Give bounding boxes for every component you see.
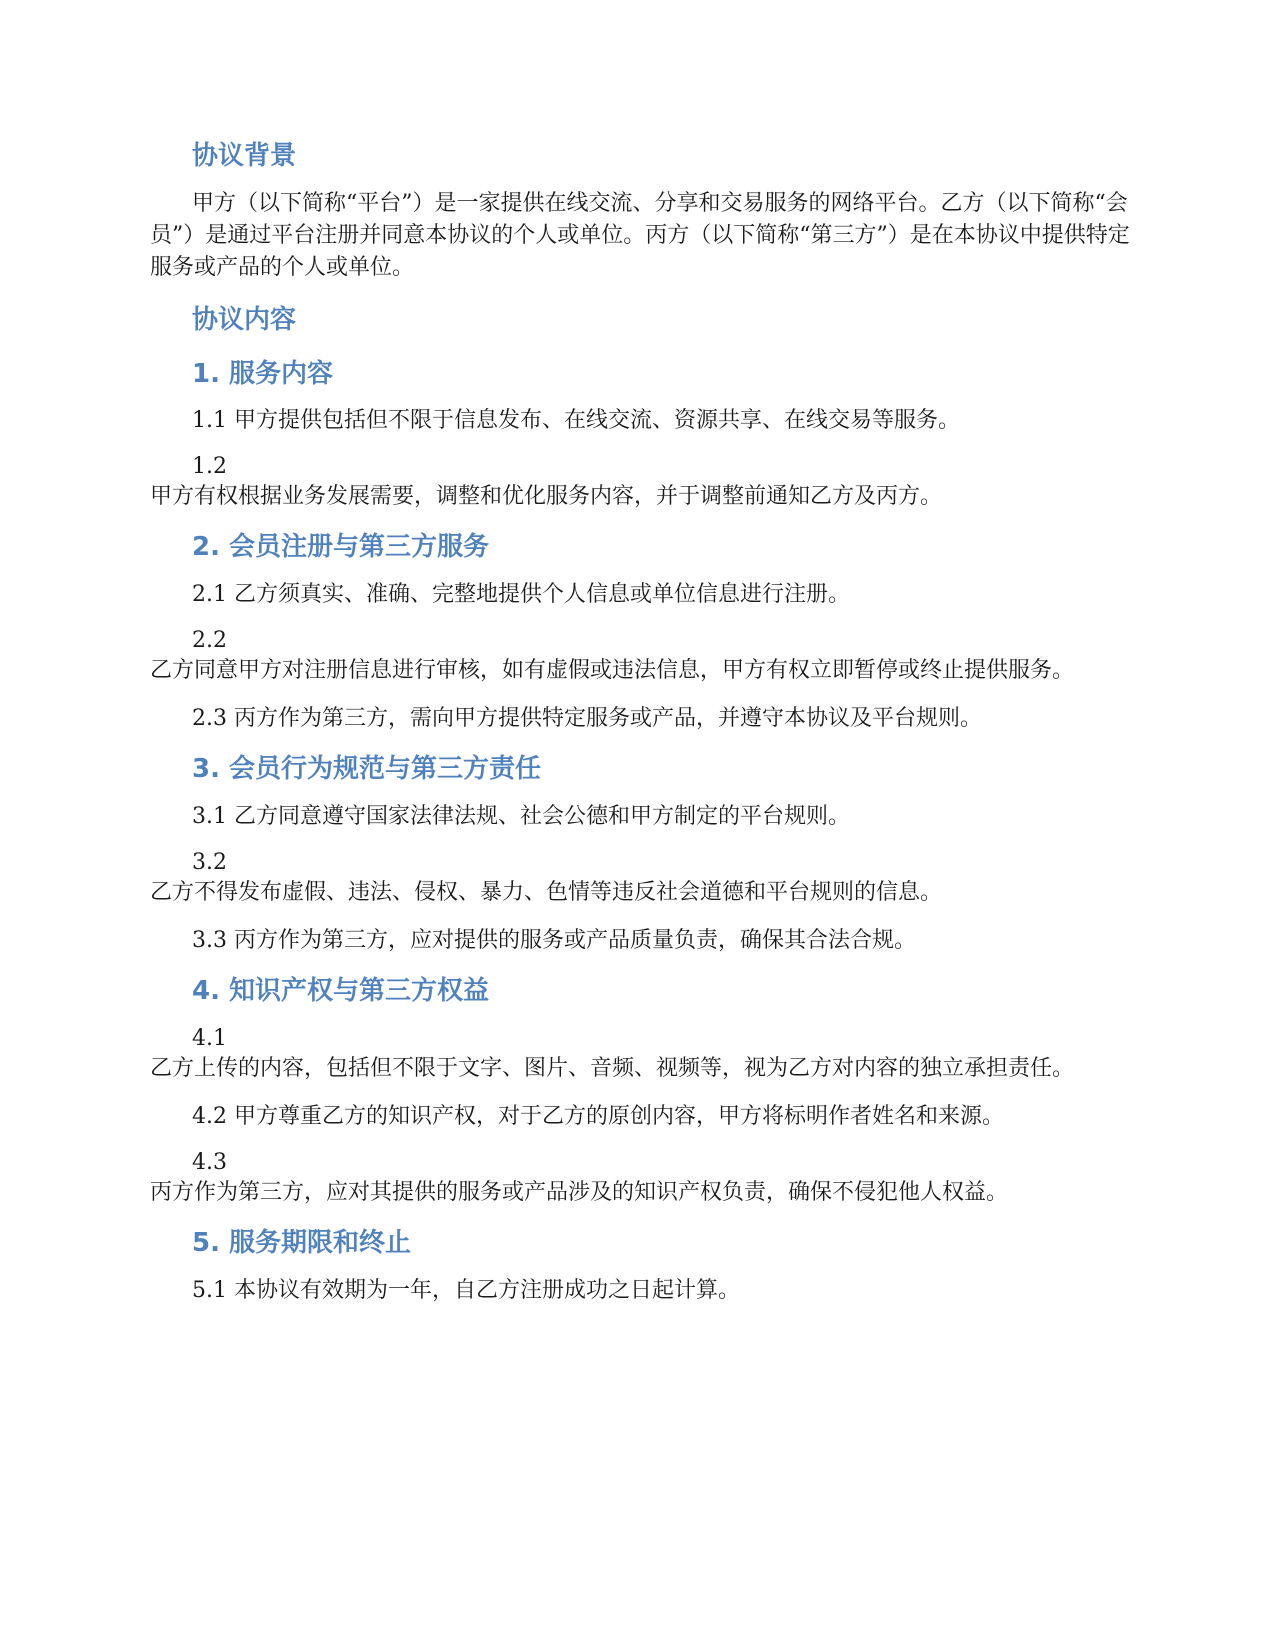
section-heading-3: 3. 会员行为规范与第三方责任 [192,754,542,785]
clause-1-2-body: 甲方有权根据业务发展需要，调整和优化服务内容，并于调整前通知乙方及丙方。 [150,484,943,510]
clause-3-2-body: 乙方不得发布虚假、违法、侵权、暴力、色情等违反社会道德和平台规则的信息。 [150,879,943,905]
clause-4-2: 4.2 甲方尊重乙方的知识产权，对于乙方的原创内容，甲方将标明作者姓名和来源。 [192,1103,1004,1129]
clause-5-1: 5.1 本协议有效期为一年，自乙方注册成功之日起计算。 [192,1277,740,1303]
background-paragraph: 甲方（以下简称“平台”）是一家提供在线交流、分享和交易服务的网络平台。乙方（以下简称“会员”）是通过平台注册并同意本协议的个人或单位。丙方（以下简称“第三方”）是在本协议中提供特定服务或产品的个人或单位。 [150,190,1130,280]
section-heading-2: 2. 会员注册与第三方服务 [192,532,490,563]
clause-3-1: 3.1 乙方同意遵守国家法律法规、社会公德和甲方制定的平台规则。 [192,803,850,829]
clause-4-3-body: 丙方作为第三方，应对其提供的服务或产品涉及的知识产权负责，确保不侵犯他人权益。 [150,1179,1009,1205]
clause-2-1: 2.1 乙方须真实、准确、完整地提供个人信息或单位信息进行注册。 [192,582,850,608]
section-heading-4: 4. 知识产权与第三方权益 [192,975,490,1006]
document-page [150,140,1130,1307]
section-heading-1: 1. 服务内容 [192,358,334,389]
clause-3-3: 3.3 丙方作为第三方，应对提供的服务或产品质量负责，确保其合法合规。 [192,927,916,953]
clause-4-1-number: 4.1 [192,1025,227,1051]
clause-1-2-number: 1.2 [192,454,227,480]
clause-2-2-body: 乙方同意甲方对注册信息进行审核，如有虚假或违法信息，甲方有权立即暂停或终止提供服务。 [150,658,1075,684]
clause-4-1-body: 乙方上传的内容，包括但不限于文字、图片、音频、视频等，视为乙方对内容的独立承担责任。 [150,1055,1075,1081]
clause-2-2-number: 2.2 [192,628,227,654]
section-heading-background: 协议背景 [192,141,297,171]
section-heading-5: 5. 服务期限和终止 [192,1227,412,1258]
clause-1-1: 1.1 甲方提供包括但不限于信息发布、在线交流、资源共享、在线交易等服务。 [192,408,960,434]
clause-4-3-number: 4.3 [192,1149,227,1175]
section-heading-content: 协议内容 [192,304,297,335]
clause-2-3: 2.3 丙方作为第三方，需向甲方提供特定服务或产品，并遵守本协议及平台规则。 [192,706,982,732]
clause-3-2-number: 3.2 [192,849,227,875]
